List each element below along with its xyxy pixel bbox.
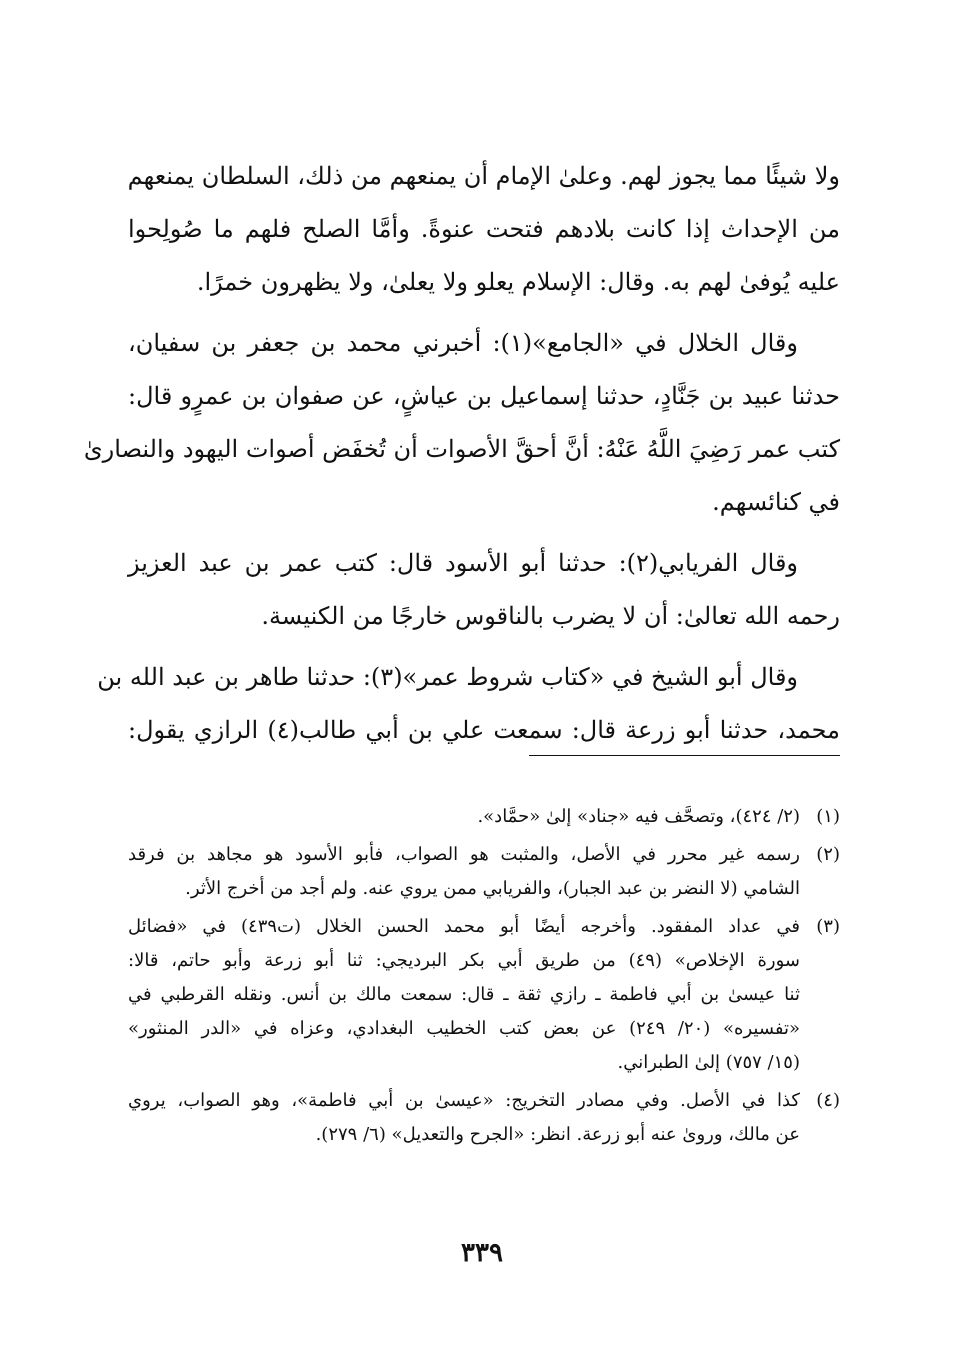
footnote-line: كذا في الأصل. وفي مصادر التخريج: «عيسىٰ بن أبي فاطمة»، وهو الصواب، يروي [128,1090,800,1111]
paragraph-4 [97,651,840,757]
text-line: ولا شيئًا مما يجوز لهم. وعلىٰ الإمام أن يمنعهم من ذلك، السلطان يمنعهم [127,162,840,190]
text-line: في كنائسهم. [712,488,840,516]
footnote-line: سورة الإخلاص» (٤٩) من طريق أبي بكر البرديجي: ثنا أبو زرعة وأبو حاتم، قالا: [128,950,800,971]
footnote-number: (٤) [816,1090,840,1111]
footnote-line: الشامي (لا النضر بن عبد الجبار)، والفريابي ممن يروي عنه. ولم أجد من أخرج الأثر. [185,878,800,899]
footnote-line: رسمه غير محرر في الأصل، والمثبت هو الصواب، فأبو الأسود هو مجاهد بن فرقد [128,844,800,865]
text-line: كتب عمر رَضِيَ اللَّهُ عَنْهُ: أنَّ أحقَّ الأصوات أن تُخفَض أصوات اليهود والنصارىٰ [83,435,840,463]
page-number: ٣٣٩ [461,1238,503,1268]
paragraph-3 [128,537,840,643]
text-line: محمد، حدثنا أبو زرعة قال: سمعت علي بن أبي طالب(٤) الرازي يقول: [128,716,840,744]
main-text [83,150,841,765]
footnote-3 [128,910,840,1080]
footnotes [128,800,840,1156]
text-line: من الإحداث إذا كانت بلادهم فتحت عنوةً. وأمَّا الصلح فلهم ما صُولِحوا [128,215,841,243]
paragraph-2 [83,317,840,529]
footnote-line: في عداد المفقود. وأخرجه أيضًا أبو محمد الحسن الخلال (ت٤٣٩) في «فضائل [128,916,800,937]
footnote-body [128,800,800,834]
footnote-4 [128,1084,840,1152]
footnote-line: ثنا عيسىٰ بن أبي فاطمة ـ رازي ثقة ـ قال: سمعت مالك بن أنس. ونقله القرطبي في [128,984,800,1005]
text-line: رحمه الله تعالىٰ: أن لا يضرب بالناقوس خارجًا من الكنيسة. [261,602,840,630]
footnote-line: «تفسيره» (٢٠/ ٢٤٩) عن بعض كتب الخطيب البغدادي، وعزاه في «الدر المنثور» [128,1018,800,1039]
footnote-2 [128,838,840,906]
text-line: وقال أبو الشيخ في «كتاب شروط عمر»(٣): حدثنا طاهر بن عبد الله بن [97,663,798,691]
footnote-body [128,1084,800,1152]
text-line: حدثنا عبيد بن جَنَّادٍ، حدثنا إسماعيل بن عياشٍ، عن صفوان بن عمرٍو قال: [128,382,840,410]
footnote-divider [529,755,840,756]
text-line: وقال الفريابي(٢): حدثنا أبو الأسود قال: كتب عمر بن عبد العزيز [128,549,799,577]
footnote-number: (٣) [816,916,840,937]
text-line: عليه يُوفىٰ لهم به. وقال: الإسلام يعلو ولا يعلىٰ، ولا يظهرون خمرًا. [196,268,840,296]
footnote-number: (١) [816,806,840,827]
footnote-body [128,910,800,1080]
paragraph-1 [128,150,840,309]
text-line: وقال الخلال في «الجامع»(١): أخبرني محمد بن جعفر بن سفيان، [128,329,798,357]
footnote-line: (١٥/ ٧٥٧) إلىٰ الطبراني. [617,1052,800,1073]
footnote-1 [128,800,840,834]
footnote-number: (٢) [816,844,840,865]
footnote-line: عن مالك، وروىٰ عنه أبو زرعة. انظر: «الجرح والتعديل» (٦/ ٢٧٩). [315,1124,800,1145]
footnote-body [128,838,800,906]
footnote-line: (٢/ ٤٢٤)، وتصحَّف فيه «جناد» إلىٰ «حمَّاد». [477,806,800,827]
